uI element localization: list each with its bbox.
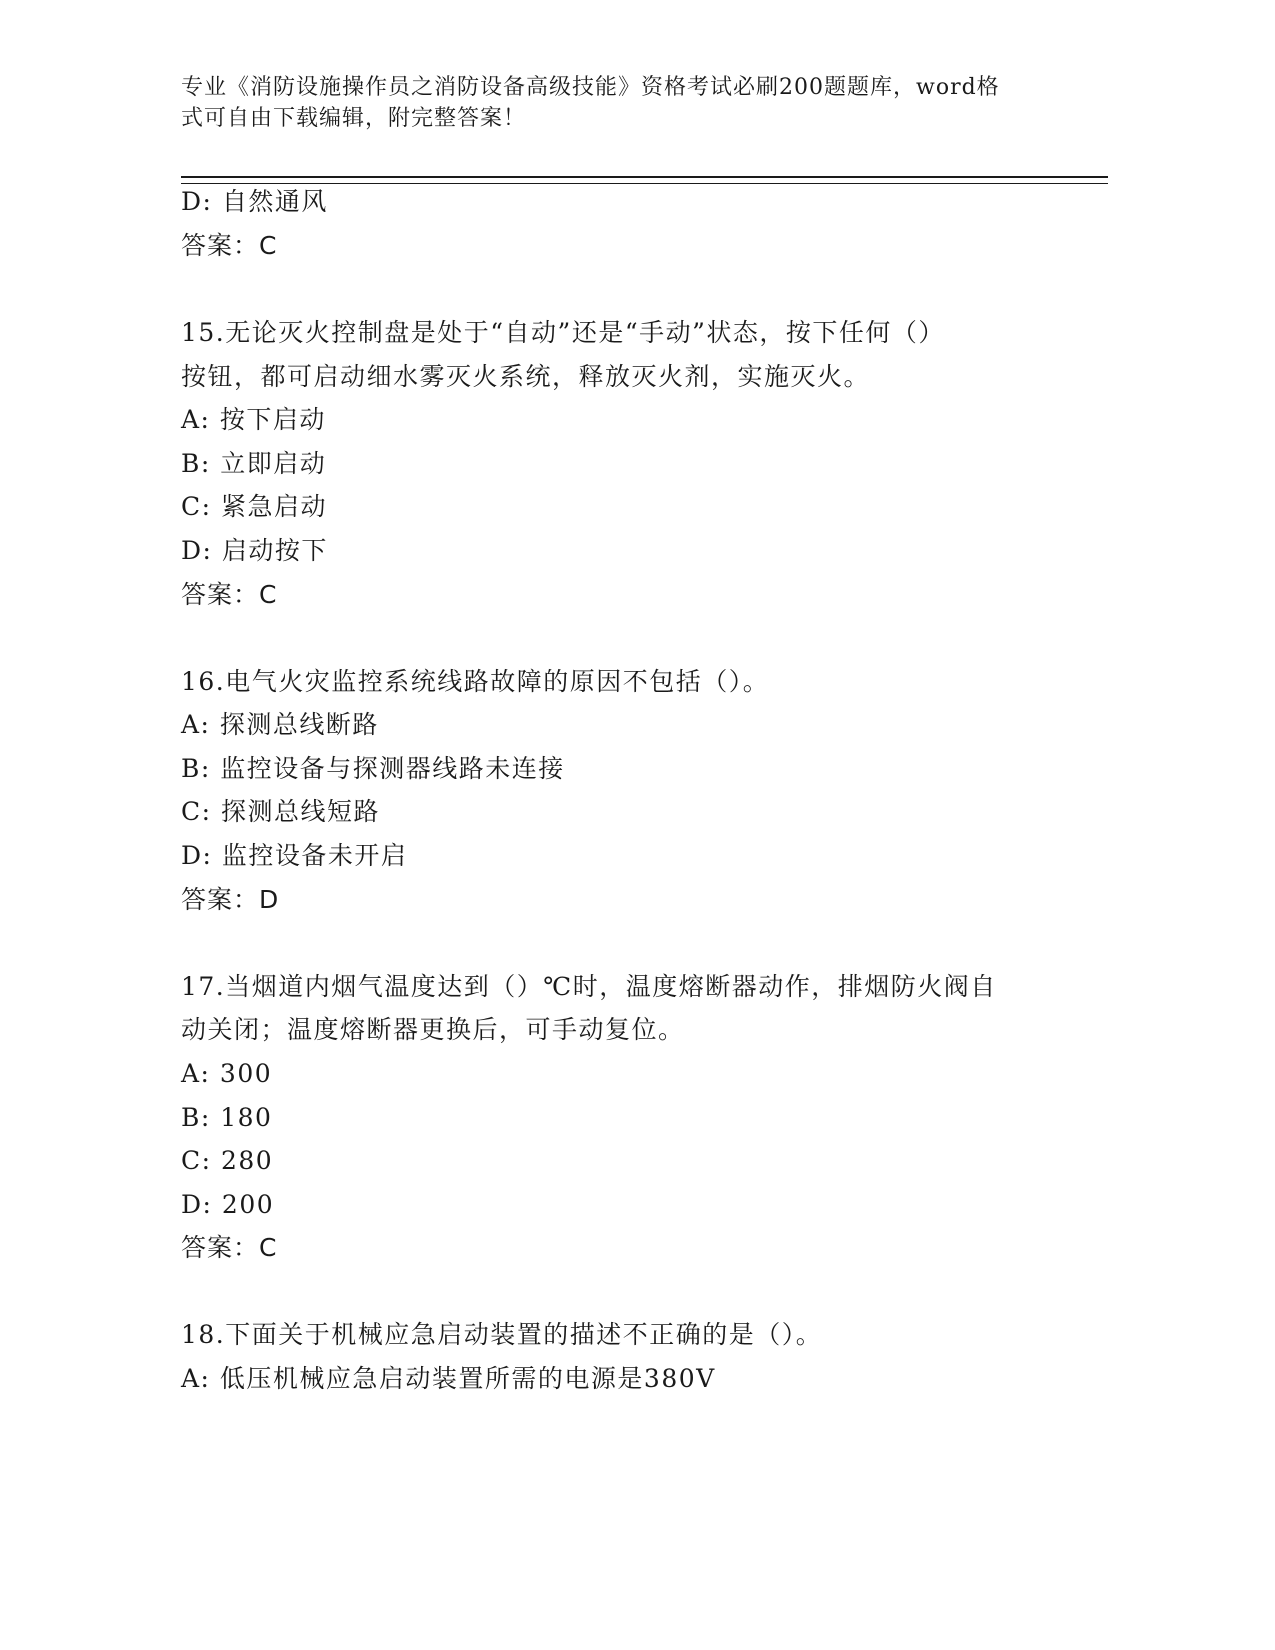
- q17-stem-line-1: 17.当烟道内烟气温度达到（）℃时，温度熔断器动作，排烟防火阀自: [181, 972, 997, 1001]
- prev-option-d: D: 自然通风: [181, 187, 328, 216]
- q15-option-c: C: 紧急启动: [181, 492, 327, 521]
- q15-stem-line-1: 15.无论灭火控制盘是处于“自动”还是“手动”状态，按下任何（）: [181, 318, 945, 347]
- q16-option-b: B: 监控设备与探测器线路未连接: [181, 754, 565, 783]
- prev-answer: 答案：C: [181, 231, 278, 260]
- document-header: [181, 72, 1061, 134]
- q16-answer: 答案：D: [181, 885, 280, 914]
- q17-answer: 答案：C: [181, 1233, 278, 1262]
- q15-stem-line-2: 按钮，都可启动细水雾灭火系统，释放灭火剂，实施灭火。: [181, 362, 871, 391]
- q17-option-c: C: 280: [181, 1146, 274, 1175]
- q16-option-d: D: 监控设备未开启: [181, 841, 408, 870]
- header-line-2: 式可自由下载编辑，附完整答案！: [181, 106, 527, 131]
- header-divider: [181, 176, 1108, 184]
- q15-answer: 答案：C: [181, 580, 278, 609]
- q17-option-a: A: 300: [181, 1059, 273, 1088]
- q16-option-c: C: 探测总线短路: [181, 797, 380, 826]
- header-line-1: 专业《消防设施操作员之消防设备高级技能》资格考试必刷200题题库，word格: [181, 75, 1000, 100]
- q16-stem-line-1: 16.电气火灾监控系统线路故障的原因不包括（）。: [181, 667, 770, 696]
- q15-option-b: B: 立即启动: [181, 449, 327, 478]
- q18-stem-line-1: 18.下面关于机械应急启动装置的描述不正确的是（）。: [181, 1320, 823, 1349]
- q15-option-a: A: 按下启动: [181, 405, 326, 434]
- q16-option-a: A: 探测总线断路: [181, 710, 379, 739]
- q17-option-d: D: 200: [181, 1190, 275, 1219]
- q17-stem-line-2: 动关闭；温度熔断器更换后，可手动复位。: [181, 1015, 685, 1044]
- q15-option-d: D: 启动按下: [181, 536, 328, 565]
- q18-option-a: A: 低压机械应急启动装置所需的电源是380V: [181, 1364, 716, 1393]
- q17-option-b: B: 180: [181, 1103, 273, 1132]
